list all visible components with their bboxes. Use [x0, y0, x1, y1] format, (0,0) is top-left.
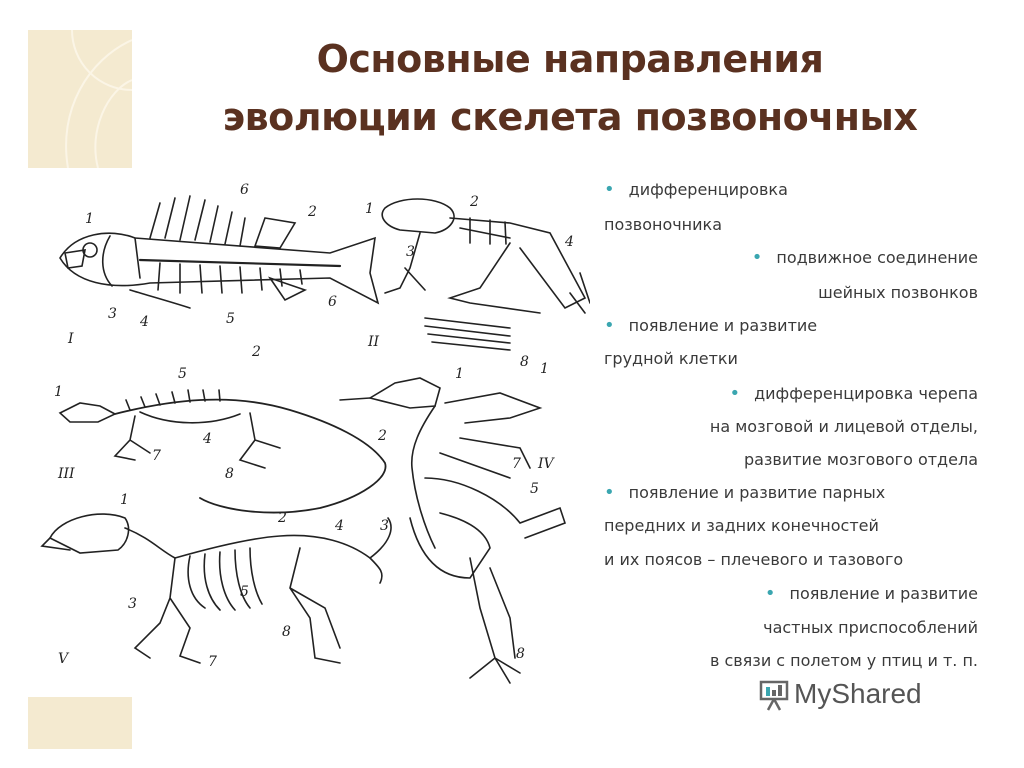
- bullet-item-6: [765, 584, 978, 604]
- bullet-dot-icon: •: [764, 583, 776, 604]
- fish-num-2: 2: [308, 204, 317, 220]
- lizard-num-2: 2: [252, 344, 261, 360]
- bullet-continuation: грудной клетки: [604, 349, 738, 368]
- bird-num-1: 1: [455, 366, 464, 382]
- bullet-dot-icon: •: [729, 383, 741, 404]
- slide-title: [150, 30, 990, 146]
- bullet-continuation: позвоночника: [604, 215, 723, 234]
- fish-skeleton: [60, 196, 378, 308]
- bullet-continuation: шейных позвонков: [818, 283, 978, 302]
- bullet-text: дифференцировка: [628, 180, 788, 199]
- label-roman-2: II: [368, 334, 380, 350]
- lizard-skeleton: [60, 390, 386, 513]
- lizard-num-8: 8: [225, 466, 234, 482]
- bird-num-5: 5: [530, 481, 539, 497]
- fish-num-3: 3: [108, 306, 117, 322]
- frog-num-1: 1: [365, 201, 374, 217]
- lizard-num-7: 7: [152, 448, 161, 464]
- fish-num-5: 5: [226, 311, 235, 327]
- vertebrate-skeletons-illustration: [40, 178, 590, 688]
- mammal-num-8: 8: [282, 624, 291, 640]
- bullet-dot-icon: •: [604, 179, 615, 200]
- presentation-board-icon: [758, 678, 790, 712]
- decorative-corner-bottom: [28, 697, 132, 749]
- frog-num-4: 4: [565, 234, 574, 250]
- bullet-continuation: развитие мозгового отдела: [743, 450, 978, 469]
- bullet-item-3: [604, 316, 817, 336]
- logo-text: MyShared: [794, 678, 922, 709]
- mammal-num-3: 3: [128, 596, 137, 612]
- fish-num-6a: 6: [240, 182, 249, 198]
- myshared-logo[interactable]: [758, 676, 948, 712]
- mammal-num-7: 7: [208, 654, 217, 670]
- mammal-num-2: 2: [278, 510, 287, 526]
- mammal-num-5: 5: [240, 584, 249, 600]
- bullet-continuation: передних и задних конечностей: [604, 516, 879, 535]
- label-roman-3: III: [58, 466, 75, 482]
- label-roman-5: V: [58, 651, 69, 667]
- lizard-num-5: 5: [178, 366, 187, 382]
- bullet-item-4: [729, 384, 978, 404]
- bullet-continuation: частных приспособлений: [763, 618, 978, 637]
- frog-num-8: 8: [520, 354, 529, 370]
- fish-num-6b: 6: [328, 294, 337, 310]
- bird-num-2: 2: [378, 428, 387, 444]
- decorative-corner-top: [28, 30, 132, 168]
- bullet-text: дифференцировка черепа: [754, 384, 978, 403]
- bullet-text: появление и развитие: [789, 584, 978, 603]
- fish-num-4: 4: [140, 314, 149, 330]
- bullet-item-5: [604, 483, 885, 503]
- bullet-text: появление и развитие парных: [628, 483, 886, 502]
- bird-num-3: 3: [380, 518, 389, 534]
- mammal-num-4: 4: [335, 518, 344, 534]
- bullet-text: появление и развитие: [628, 316, 818, 335]
- bullet-text: подвижное соединение: [776, 248, 978, 267]
- frog-skeleton: [382, 199, 590, 350]
- fish-num-1: 1: [85, 211, 94, 227]
- bullet-dot-icon: •: [751, 247, 763, 268]
- mammal-skeleton: [42, 514, 391, 663]
- frog-num-1b: 1: [540, 361, 549, 377]
- bird-skeleton: [340, 378, 565, 683]
- frog-num-3: 3: [406, 244, 415, 260]
- bullet-item-1: [604, 180, 788, 200]
- label-roman-4: IV: [538, 456, 554, 472]
- bird-num-8: 8: [516, 646, 525, 662]
- bullet-continuation: в связи с полетом у птиц и т. п.: [709, 651, 978, 670]
- lizard-num-4: 4: [203, 431, 212, 447]
- title-line-1: Основные направления: [316, 37, 824, 81]
- label-roman-1: I: [68, 331, 74, 347]
- bullet-item-2: [752, 248, 978, 268]
- bullet-dot-icon: •: [604, 482, 615, 503]
- mammal-num-1: 1: [120, 492, 129, 508]
- title-line-2: эволюции скелета позвоночных: [222, 95, 918, 139]
- frog-num-2: 2: [470, 194, 479, 210]
- lizard-num-1: 1: [54, 384, 63, 400]
- bullet-continuation: и их поясов – плечевого и тазового: [604, 550, 904, 569]
- bird-num-7: 7: [512, 456, 521, 472]
- bullet-dot-icon: •: [604, 315, 615, 336]
- bullet-continuation: на мозговой и лицевой отделы,: [709, 417, 978, 436]
